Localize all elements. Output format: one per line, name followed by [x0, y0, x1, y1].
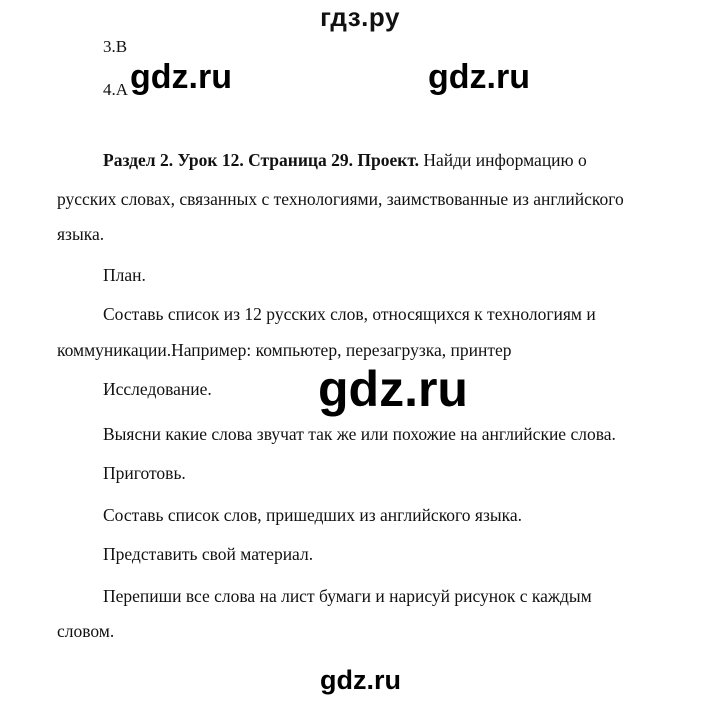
plan-text: коммуникации.Например: компьютер, перезагрузка, принтер: [57, 340, 512, 360]
present-text: словом.: [57, 621, 115, 641]
answer-item: 4.A: [103, 80, 129, 99]
prepare-heading: Приготовь.: [103, 463, 186, 483]
answer-item: 3.B: [103, 37, 128, 56]
task-text: языка.: [57, 224, 105, 244]
watermark: gdz.ru: [428, 58, 530, 96]
research-heading: Исследование.: [103, 379, 212, 399]
prepare-text: Составь список слов, пришедших из английского языка.: [103, 505, 523, 525]
task-text: Найди информацию о: [419, 150, 587, 170]
research-text: Выясни какие слова звучат так же или похожие на английские слова.: [103, 424, 616, 444]
task-heading: Раздел 2. Урок 12. Страница 29. Проект.: [103, 150, 419, 170]
present-heading: Представить свой материал.: [103, 544, 314, 564]
task-heading-line: [103, 150, 587, 171]
watermark: gdz.ru: [320, 665, 401, 695]
plan-text: Составь список из 12 русских слов, относящихся к технологиям и: [103, 304, 596, 324]
task-text: русских словах, связанных с технологиями, заимствованные из английского: [57, 189, 624, 209]
watermark: gdz.ru: [318, 361, 468, 417]
present-text: Перепиши все слова на лист бумаги и нарисуй рисунок с каждым: [103, 586, 592, 606]
site-title: гдз.ру: [320, 2, 400, 32]
watermark: gdz.ru: [130, 58, 232, 96]
plan-heading: План.: [103, 265, 146, 285]
